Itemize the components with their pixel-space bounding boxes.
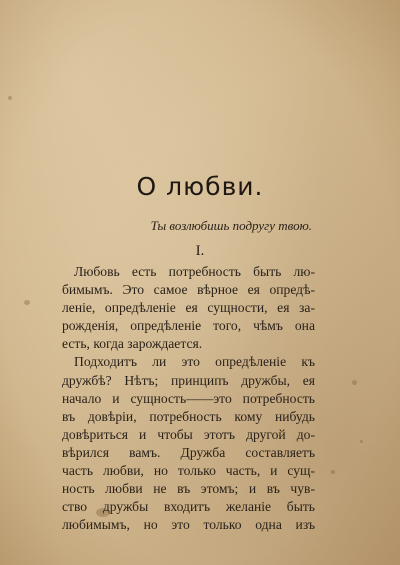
paper-stain	[8, 96, 12, 100]
text-line: Любовь есть потребность быть лю-	[74, 264, 315, 279]
section-number: I.	[195, 243, 205, 259]
text-line: леніе, опредѣленіе ея сущности, ея за-	[62, 300, 315, 316]
text-line: вѣрился вамъ. Дружба составляетъ	[62, 444, 315, 460]
epigraph: Ты возлюбишь подругу твою.	[150, 218, 312, 233]
paper-stain	[24, 300, 30, 305]
chapter-title: О любви.	[136, 172, 264, 201]
paper-stain	[360, 440, 363, 443]
paper-stain	[352, 380, 357, 385]
text-line: есть, когда зарождается.	[62, 336, 203, 352]
body-text	[62, 263, 315, 534]
text-line: Подходитъ ли это опредѣленіе къ	[74, 354, 315, 370]
text-line: ность любви не въ этомъ; и въ чув-	[62, 481, 315, 497]
text-line: часть любви, но только часть, и сущ-	[62, 463, 315, 479]
text-line: въ довѣріи, потребность кому нибудь	[62, 408, 315, 424]
text-line: любимымъ, но это только одна изъ	[62, 517, 315, 533]
text-line: рожденія, опредѣленіе того, чѣмъ она	[62, 318, 315, 334]
text-line: начало и сущность——это потребность	[62, 390, 315, 406]
paper-stain	[331, 470, 335, 474]
text-line: бимымъ. Это самое вѣрное ея опредѣ-	[62, 282, 315, 298]
text-line: ство дружбы входитъ желаніе быть	[62, 499, 315, 515]
text-line: дружбѣ? Нѣтъ; принципъ дружбы, ея	[62, 372, 315, 388]
text-line: довѣриться и чтобы этотъ другой до-	[62, 426, 315, 442]
